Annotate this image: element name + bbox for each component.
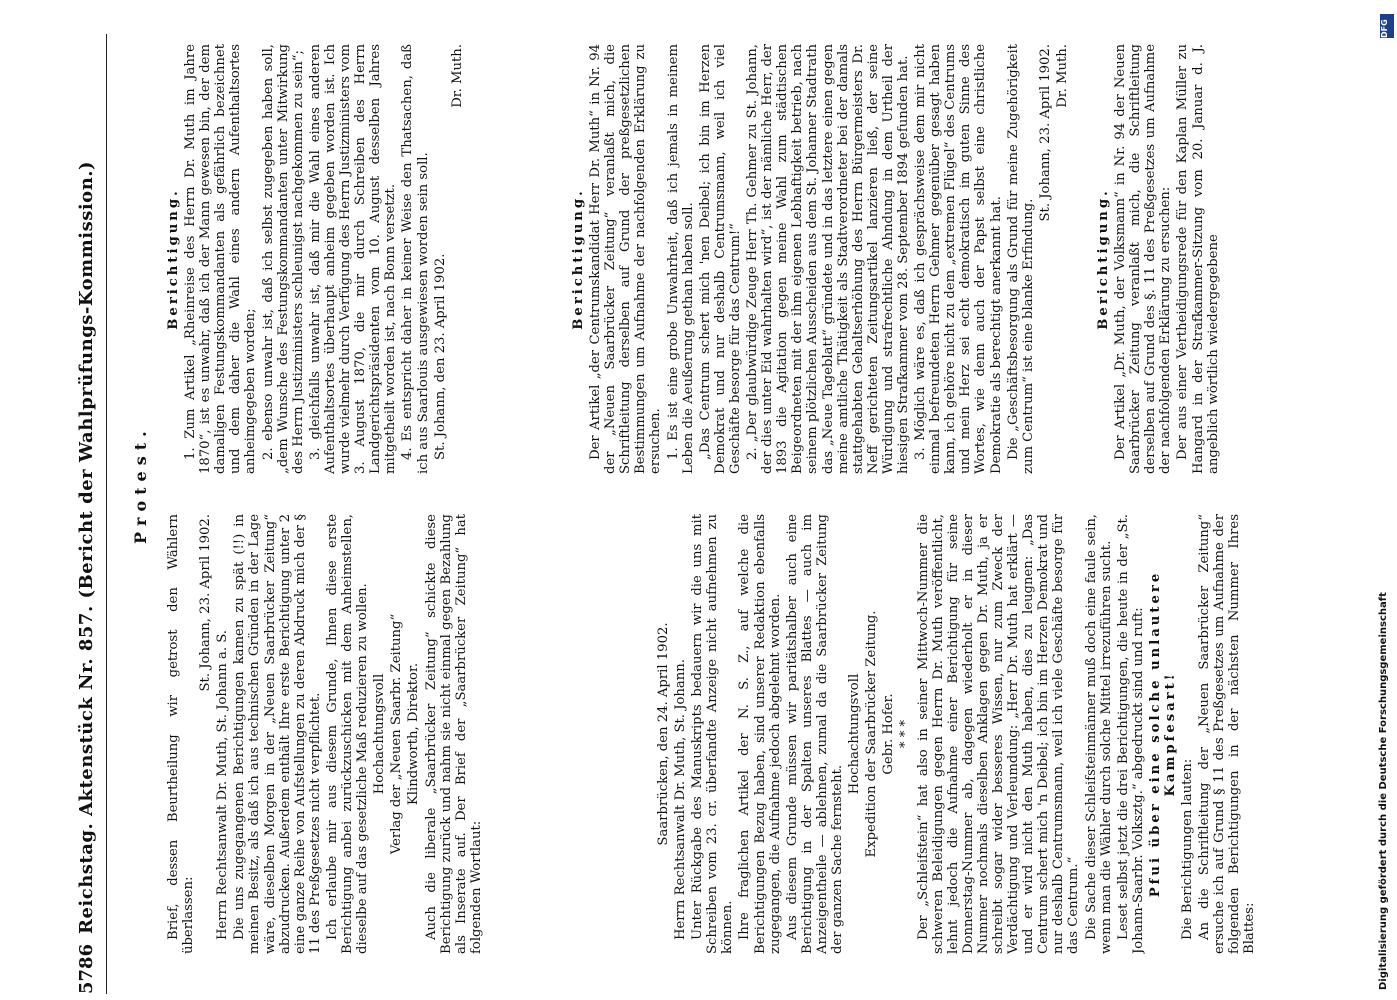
paragraph: Berichtigung. [1096,188,1111,330]
credit-text: Digitalisierung gefördert durch die Deutsche Forschungsgemeinschaft [1378,592,1389,990]
paragraph: Der Artikel „Dr. Muth, der Volksmann“ in Nr. 94 der Neuen Saarbrücker Zeitung veranlaßt mich, die Schriftleitung derselben auf Grund des §. 11 des Preßgesetzes um Aufnahme der nachfolgenden Erklärung zu ersuchen: [1113,44,1174,474]
paragraph: Die Berichtigungen lauten: [1180,758,1196,940]
paragraph: Hochachtungsvoll [847,673,863,795]
paragraph: 2. „Der glaubwürdige Zeuge Herr Th. Gehmer zu St. Johann, der dies unter Eid wahrhalten wird“, ist der nämliche Herr, der 1893 die Agitation gegen meine Wahl zum städtischen Beigeordneten mit der ihm eigenen Lebhaftigkeit betrieb, nach seinem plötzlichen Ausscheiden aus dem St. Johanner Stadtrath das „Neue Tageblatt“ gründete und in das letztere einen gegen meine amtliche Thätigkeit als Stadtverordneter bei der damals stattgehabten Gehaltserhöhung des Herrn Bürgermeisters Dr. Neff gerichteten Zeitungsartikel lanzieren ließ, der seine Würdigung und strafrechtliche Ahndung in dem Urtheil der hiesigen Strafkammer vom 28. September 1894 gefunden hat. [745,44,911,474]
text-column-5 [1096,44,1356,474]
paragraph: Die uns zugegangenen Berichtigungen kamen zu spät (!!) in meinen Besitz, als daß ich aus technischen Gründen in der Lage wäre, dieselben Morgen in der „Neuen Saarbrücker Zeitung“ abzudrucken. Außerdem enthält Ihre erste Berichtigung unter 2 eine ganze Reihe von Aufstellungen zu deren Abdruck mich der § 11 des Preßgesetzes nicht verpflichtet. [232,514,323,954]
running-title: Reichstag. Aktenstück Nr. 857. (Bericht der Wahlprüfungs-Kommission.) [76,160,97,934]
text-column-1 [166,514,646,954]
paragraph: St. Johann, 23. April 1902. [198,514,214,692]
paragraph: Ihre fraglichen Artikel der N. S. Z., auf welche die Berichtigungen Bezug haben, sind unserer Redaktion ebenfalls zugegangen, die Aufnahme jedoch abgelehnt worden. [737,514,783,954]
paragraph: * * * [898,719,914,749]
text-column-4 [571,44,1091,474]
paragraph: Die Sache dieser Schleifsteinmänner muß doch eine faule sein, wenn man die Wähler durch solche Mittel irrezuführen sucht. [1083,514,1114,954]
dfg-logo: DFG [1380,14,1394,38]
paragraph: 4. Es entspricht daher in keiner Weise den Thatsachen, daß ich aus Saarlouis ausgewiesen worden sein soll. [400,44,431,474]
paragraph: 1. Es ist eine grobe Unwahrheit, daß ich jemals in meinem Leben die Aeußerung gethan haben soll. [665,44,696,474]
paragraph: Dr. Muth. [449,44,465,108]
paragraph: Herrn Rechtsanwalt Dr. Muth, St. Johann a. S. [215,630,231,940]
paragraph: 1. Zum Artikel „Rheinreise des Herrn Dr. Muth im Jahre 1870“, ist es unwahr, daß ich der Mann gewesen bin, der dem damaligen Festungskommandanten als gefährlich bezeichnet und dem daher die Wahl eines andern Aufenthaltsortes anheimgegeben worden; [183,44,259,474]
paragraph: Die „Geschäftsbesorgung als Grund für meine Zugehörigkeit zum Centrum“ ist eine blanke Erfindung. [1005,44,1036,474]
paragraph: Der aus einer Vertheidigungsrede für den Kaplan Müller zu Hangard in der Strafkammer-Sitzung vom 20. Januar d. J. angeblich wörtlich wiedergegebene [1175,44,1221,474]
paragraph: Herrn Rechtsanwalt Dr. Muth, St. Johann. [673,659,689,940]
paragraph: Unter Rückgabe des Manuskripts bedauern wir die uns mit Schreiben vom 23. cr. überfandte Anzeige nicht aufnehmen zu können. [690,514,736,954]
protest-heading: Protest. [131,425,150,544]
paragraph: St. Johann, den 23. April 1902. [432,253,448,460]
text-column-3 [166,44,566,474]
paragraph: Expedition der Saarbrücker Zeitung. [864,610,880,858]
paragraph: Ich erlaube mir aus diesem Grunde, Ihnen diese erste Berichtigung anbei zurückzuschicken mit dem Anheimstellen, dieselbe auf das gesetzliche Maß reduzieren zu wollen. [324,514,371,954]
paragraph: Brief, dessen Beurtheilung wir getrost den Wählern überlassen: [166,514,197,954]
paragraph: Berichtigung. [571,188,586,330]
paragraph: 2. ebenso unwahr ist, daß ich selbst zugegeben haben soll, „dem Wunsche des Festungskommandanten unter Mitwirkung des Herrn Justizministers schleunigst nachgekommen zu sein“; [260,44,306,474]
paragraph: Der „Schleifstein“ hat also in seiner Mittwoch-Nummer die schweren Beleidigungen gegen Herrn Dr. Muth veröffentlicht, lehnt jedoch die Aufnahme einer Berichtigung für seine Donnerstag-Nummer ab, dagegen wiederholt er in dieser Nummer nochmals dieselben Anklagen gegen Dr. Muth, ja er schreibt sogar wider besseres Wissen, nur zum Zweck der Verdächtigung und Verleumdung: „Herr Dr. Muth hat erklärt — und er wird nicht den Muth haben, dies zu leugnen: „Das Centrum schert mich 'n Deibel; ich bin im Herzen Demokrat und nur deshalb Centrumsmann, weil ich viele Geschäfte besorge für das Centrum.“ [915,514,1082,954]
paragraph: Aus diesem Grunde müssen wir paritätshalber auch eine Berichtigung in der Spalten unseres Blattes — auch im Anzeigentheile — ablehnen, zumal da die Saarbrücker Zeitung der ganzen Sache fernsteht. [784,514,846,954]
paragraph: An die Schriftleitung der „Neuen Saarbrücker Zeitung“ ersuche ich auf Grund § 11 des Preßgesetzes um Aufnahme der folgenden Berichtigungen in der nächsten Nummer Ihres Blattes: [1197,514,1258,954]
page-number: 5786 [76,943,97,994]
paragraph: Auch die liberale „Saarbrücker Zeitung“ schickte diese Berichtigung zurück und nahm sie nicht einmal gegen Bezahlung als Inserate auf. Der Brief der „Saarbrücker Zeitung“ hat folgenden Wortlaut: [423,514,484,954]
paragraph: Hochachtungsvoll [372,673,388,795]
paragraph: Klindworth, Direktor. [406,662,422,806]
paragraph: 3. gleichfalls unwahr ist, daß mir die Wahl eines anderen Aufenthaltsortes überhaupt anheim gegeben worden ist. Ich wurde vielmehr durch Verfügung des Herrn Justizministers vom 3. August 1870, die mir durch Schreiben des Herrn Landgerichtspräsidenten vom 10. August desselben Jahres mitgetheilt worden ist, nach Bonn versetzt. [307,44,399,474]
paragraph: St. Johann, 23. April 1902. [1037,44,1053,222]
paragraph: Gebr. Hofer. [881,693,897,775]
text-column-2 [656,514,1356,954]
digitization-credit [1378,120,1396,990]
paragraph: Dr. Muth. [1054,44,1070,108]
paragraph: Verlag der „Neuen Saarbr. Zeitung“ [389,613,405,855]
header-rule [106,34,107,994]
paragraph: Pfui über eine solche unlautere Kampfesart! [1147,570,1178,898]
paragraph: Der Artikel „der Centrumskandidat Herr Dr. Muth“ in Nr. 94 der „Neuen Saarbrücker Zeitung“ veranlaßt mich, die Schriftleitung derselben auf Grund der preßgesetzlichen Bestimmungen um Aufnahme der nachfolgenden Erklärung zu ersuchen. [588,44,664,474]
paragraph: Leset selbst jetzt die drei Berichtigungen, die heute in der „St. Johann-Saarbr. Volksztg.“ abgedruckt sind und ruft: [1115,514,1146,954]
page-header [6,34,97,994]
rotated-content [6,34,1366,994]
paragraph: Berichtigung. [166,188,181,330]
paragraph: 3. Möglich wäre es, daß ich gesprächsweise dem mir nicht einmal befreundeten Herrn Gehmer gegenüber gesagt haben kann, ich gehöre nicht zu dem „extremen Flügel“ des Centrums und mein Herz sei echt demokratisch im guten Sinne des Wortes, wie denn auch der Papst selbst eine christliche Demokratie als berechtigt anerkannt hat. [913,44,1004,474]
paragraph: „Das Centrum schert mich 'nen Deibel; ich bin im Herzen Demokrat und nur deshalb Centrumsmann, weil ich viel Geschäfte besorge für das Centrum!“ [697,44,743,474]
paragraph: Saarbrücken, den 24. April 1902. [656,622,671,846]
